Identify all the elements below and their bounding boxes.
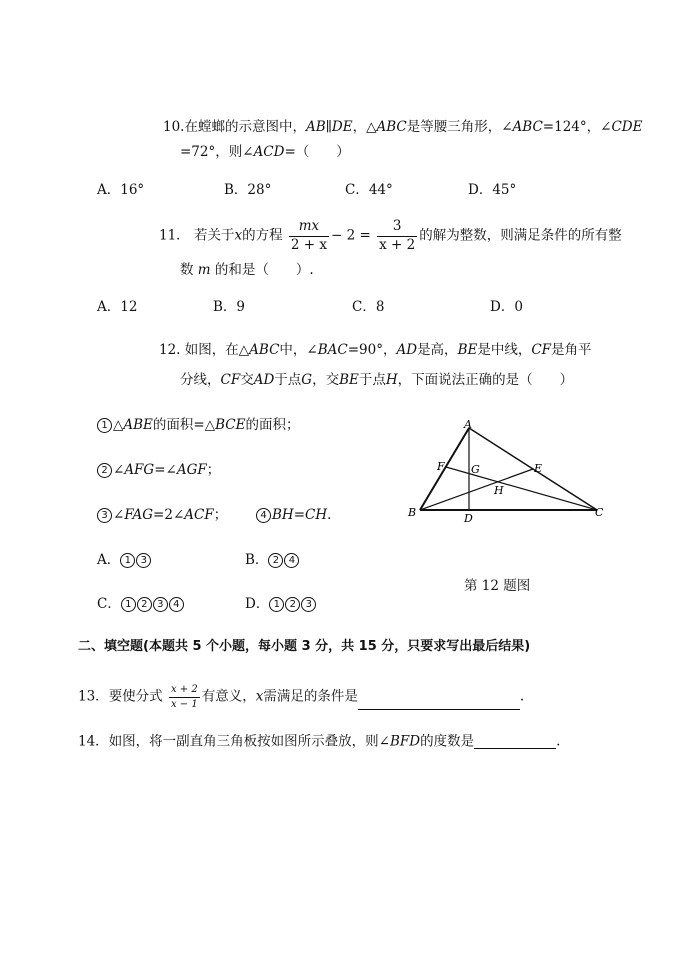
label-b: B bbox=[408, 506, 417, 519]
q10-option-d: D．45° bbox=[468, 182, 517, 198]
q11-line1: 11． 若关于x的方程 $\frac{mx}{2 + x}$ − 2 = $\frac{3}{x + 2}$ 的解为整数，则满足条件的所有整 bbox=[159, 218, 622, 253]
label-a: A bbox=[464, 418, 472, 431]
q12-line2: 分线，CF交AD于点G，交BE于点H，下面说法正确的是（ ） bbox=[180, 372, 574, 388]
q14-line: 14．如图，将一副直角三角板按如图所示叠放，则∠BFD的度数是 . bbox=[78, 733, 561, 750]
circled-number: 2 bbox=[97, 463, 112, 478]
q10-line1: 10.在螳螂的示意图中，AB∥DE，△ABC是等腰三角形，∠ABC=124°，∠CDE bbox=[163, 119, 643, 135]
q12-option-d: D． 1 2 3 bbox=[245, 597, 317, 612]
q12-line1: 12. 如图，在△ABC中，∠BAC=90°，AD是高，BE是中线，CF是角平 bbox=[159, 342, 592, 358]
q10-option-a: A．16° bbox=[97, 182, 145, 198]
label-f: F bbox=[437, 460, 445, 473]
q11-option-a: A．12 bbox=[97, 299, 138, 315]
label-e: E bbox=[534, 462, 543, 475]
label-c: C bbox=[595, 506, 604, 519]
q12-statement-4: 4 BH=CH. bbox=[256, 508, 331, 523]
q11-fraction-1: $\frac{mx}{2 + x}$ bbox=[290, 218, 328, 253]
q13-answer-blank[interactable] bbox=[358, 695, 520, 710]
q12-option-a: A． 1 3 bbox=[97, 553, 152, 568]
q12-statement-1: 1 △ABE的面积=△BCE的面积； bbox=[97, 418, 299, 433]
q12-triangle-figure bbox=[405, 418, 615, 528]
q12-statement-3: 3 ∠FAG=2∠ACF； bbox=[97, 508, 227, 523]
q12-option-c: C． 1 2 3 4 bbox=[97, 597, 185, 612]
q10-option-b: B．28° bbox=[224, 182, 272, 198]
label-g: G bbox=[471, 463, 480, 476]
q10-option-c: C．44° bbox=[345, 182, 393, 198]
circled-number: 1 bbox=[97, 418, 112, 433]
q13-fraction: $\frac{x + 2}{x - 1}$ bbox=[170, 684, 198, 710]
q11-fraction-2: $\frac{3}{x + 2}$ bbox=[379, 218, 416, 253]
label-h: H bbox=[494, 484, 504, 497]
q11-option-d: D．0 bbox=[490, 299, 523, 315]
label-d: D bbox=[464, 512, 473, 525]
section2-title: 二、填空题(本题共 5 个小题，每小题 3 分，共 15 分，只要求写出最后结果) bbox=[78, 639, 531, 654]
q13-line: 13．要使分式 $\frac{x + 2}{x - 1}$ 有意义，x需满足的条件是 . bbox=[78, 684, 525, 710]
q12-statement-2: 2 ∠AFG=∠AGF； bbox=[97, 463, 220, 478]
q14-answer-blank[interactable] bbox=[474, 734, 556, 749]
q11-option-c: C．8 bbox=[352, 299, 385, 315]
q11-option-b: B．9 bbox=[213, 299, 246, 315]
q12-option-b: B． 2 4 bbox=[245, 553, 300, 568]
q11-line2: 数 m 的和是（ ）. bbox=[180, 262, 314, 278]
q10-line2: =72°，则∠ACD=（ ） bbox=[180, 144, 350, 160]
circled-number: 4 bbox=[256, 508, 271, 523]
circled-number: 3 bbox=[97, 508, 112, 523]
q12-figure-caption: 第 12 题图 bbox=[464, 578, 531, 594]
